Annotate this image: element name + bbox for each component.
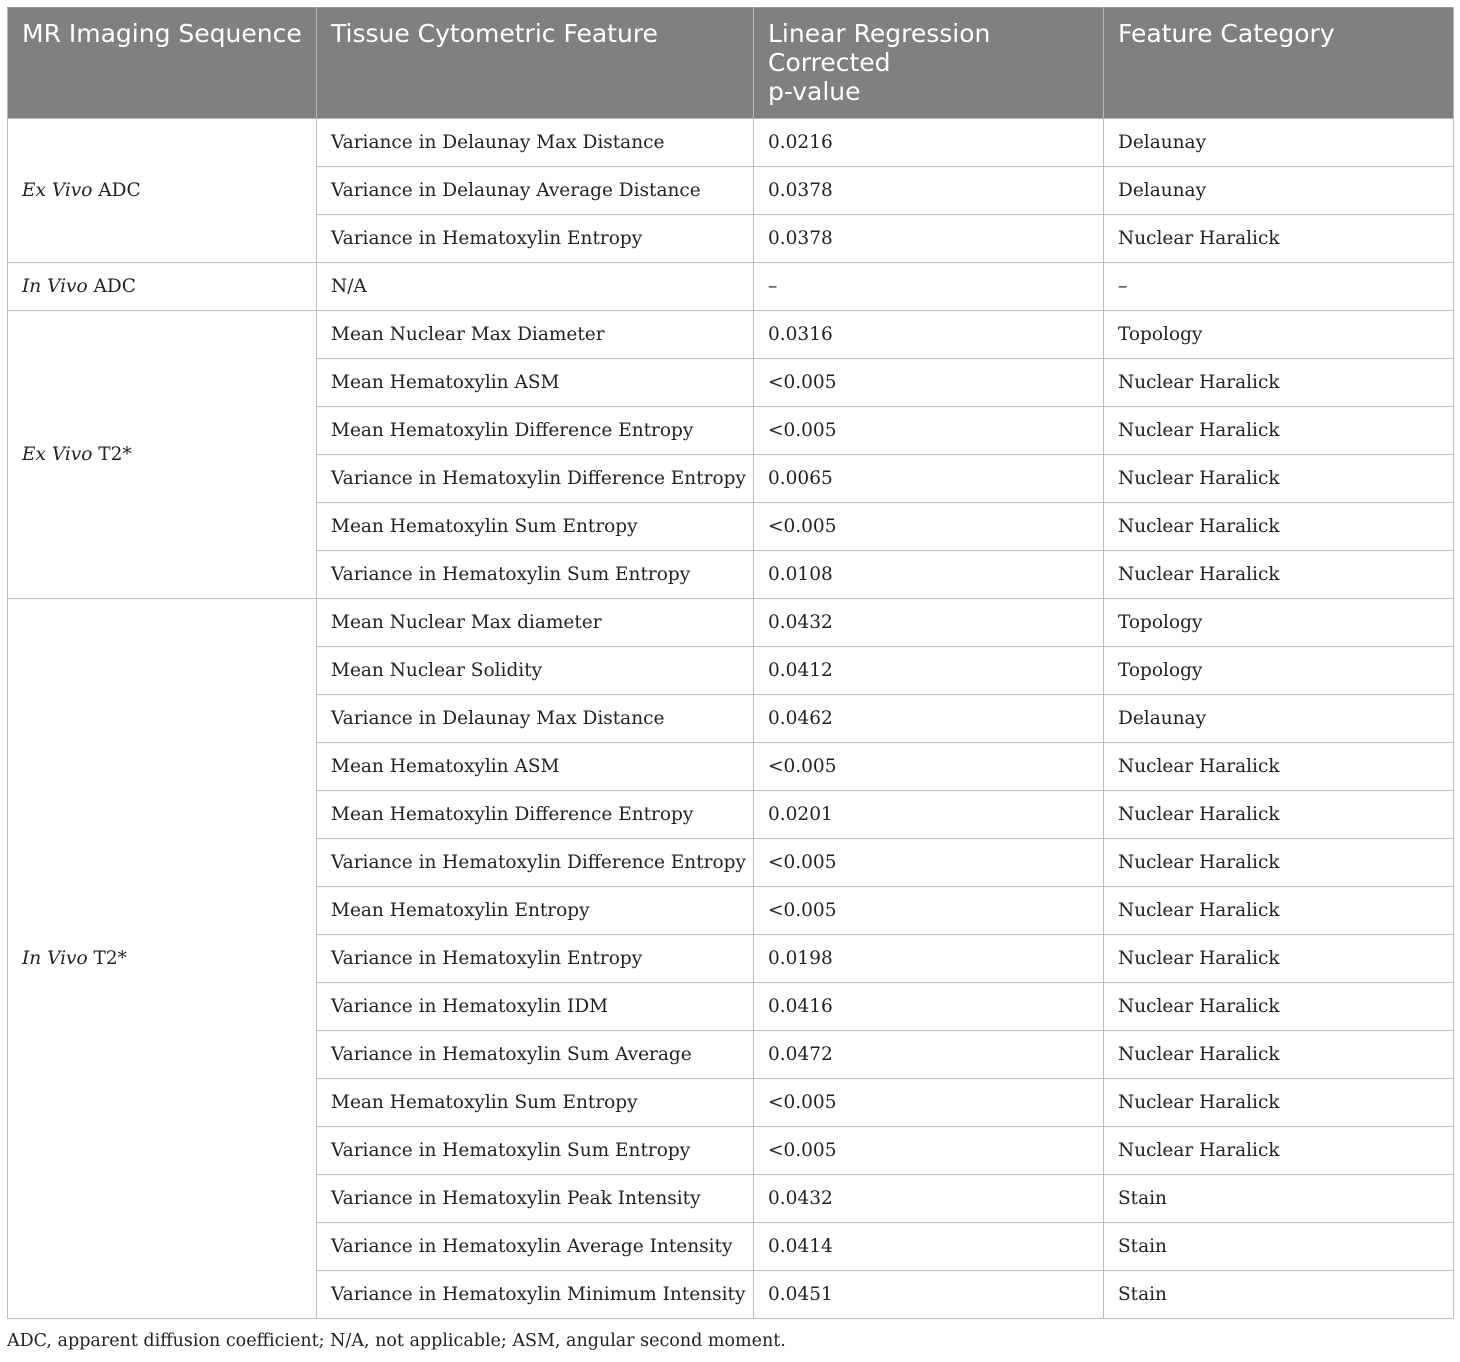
results-table <box>7 7 1454 1319</box>
feature-cell: Variance in Hematoxylin Average Intensity <box>317 1223 754 1271</box>
header-p-value-line1: Linear Regression <box>768 19 991 48</box>
p-value-cell: <0.005 <box>754 1127 1104 1175</box>
feature-cell: Mean Hematoxylin Difference Entropy <box>317 791 754 839</box>
feature-cell: Variance in Hematoxylin IDM <box>317 983 754 1031</box>
header-category: Feature Category <box>1104 8 1454 119</box>
mr-sequence-type: ADC <box>92 180 141 201</box>
table-row <box>8 311 1454 359</box>
mr-sequence-cell <box>8 263 317 311</box>
feature-cell: Mean Hematoxylin ASM <box>317 743 754 791</box>
mr-sequence-condition: Ex Vivo <box>22 444 93 465</box>
feature-cell: Variance in Delaunay Max Distance <box>317 695 754 743</box>
p-value-cell: 0.0472 <box>754 1031 1104 1079</box>
table-container <box>7 7 1453 1319</box>
category-cell: Delaunay <box>1104 695 1454 743</box>
table-body <box>8 119 1454 1319</box>
category-cell: Nuclear Haralick <box>1104 839 1454 887</box>
feature-cell: Variance in Hematoxylin Peak Intensity <box>317 1175 754 1223</box>
mr-sequence-condition: Ex Vivo <box>22 180 93 201</box>
mr-sequence-condition: In Vivo <box>22 948 88 969</box>
category-cell: Nuclear Haralick <box>1104 743 1454 791</box>
feature-cell: Variance in Hematoxylin Entropy <box>317 215 754 263</box>
category-cell: Delaunay <box>1104 167 1454 215</box>
category-cell: Nuclear Haralick <box>1104 455 1454 503</box>
p-value-cell: 0.0462 <box>754 695 1104 743</box>
header-p-value <box>754 8 1104 119</box>
p-value-cell: 0.0451 <box>754 1271 1104 1319</box>
category-cell: Stain <box>1104 1271 1454 1319</box>
p-value-cell: 0.0108 <box>754 551 1104 599</box>
table-row <box>8 599 1454 647</box>
feature-cell: Variance in Hematoxylin Difference Entropy <box>317 839 754 887</box>
feature-cell: Variance in Hematoxylin Entropy <box>317 935 754 983</box>
category-cell: Topology <box>1104 647 1454 695</box>
mr-sequence-cell <box>8 311 317 599</box>
p-value-cell: 0.0432 <box>754 599 1104 647</box>
header-row <box>8 8 1454 119</box>
p-value-cell: <0.005 <box>754 407 1104 455</box>
p-value-cell: 0.0378 <box>754 167 1104 215</box>
p-value-cell: 0.0432 <box>754 1175 1104 1223</box>
category-cell: Nuclear Haralick <box>1104 1079 1454 1127</box>
header-p-value-line2: Corrected <box>768 48 891 77</box>
feature-cell: Mean Hematoxylin Sum Entropy <box>317 1079 754 1127</box>
header-feature: Tissue Cytometric Feature <box>317 8 754 119</box>
p-value-cell: 0.0416 <box>754 983 1104 1031</box>
category-cell: Nuclear Haralick <box>1104 935 1454 983</box>
category-cell: Nuclear Haralick <box>1104 1127 1454 1175</box>
mr-sequence-condition: In Vivo <box>22 276 88 297</box>
table-row <box>8 119 1454 167</box>
p-value-cell: 0.0216 <box>754 119 1104 167</box>
p-value-cell: <0.005 <box>754 743 1104 791</box>
category-cell: Nuclear Haralick <box>1104 503 1454 551</box>
p-value-cell: 0.0065 <box>754 455 1104 503</box>
category-cell: Stain <box>1104 1223 1454 1271</box>
p-value-cell: 0.0412 <box>754 647 1104 695</box>
feature-cell: Variance in Hematoxylin Sum Average <box>317 1031 754 1079</box>
feature-cell: Mean Nuclear Solidity <box>317 647 754 695</box>
mr-sequence-type: T2* <box>87 948 127 969</box>
table-row <box>8 263 1454 311</box>
p-value-cell: <0.005 <box>754 503 1104 551</box>
feature-cell: Variance in Delaunay Max Distance <box>317 119 754 167</box>
feature-cell: Mean Hematoxylin Difference Entropy <box>317 407 754 455</box>
table-footnote: ADC, apparent diffusion coefficient; N/A, not applicable; ASM, angular second moment. <box>7 1331 786 1351</box>
feature-cell: Variance in Hematoxylin Minimum Intensity <box>317 1271 754 1319</box>
feature-cell: Mean Nuclear Max Diameter <box>317 311 754 359</box>
feature-cell: Mean Hematoxylin Sum Entropy <box>317 503 754 551</box>
p-value-cell: – <box>754 263 1104 311</box>
category-cell: Topology <box>1104 311 1454 359</box>
p-value-cell: <0.005 <box>754 1079 1104 1127</box>
mr-sequence-cell <box>8 599 317 1319</box>
p-value-cell: <0.005 <box>754 359 1104 407</box>
p-value-cell: 0.0198 <box>754 935 1104 983</box>
feature-cell: Variance in Hematoxylin Sum Entropy <box>317 1127 754 1175</box>
category-cell: Nuclear Haralick <box>1104 1031 1454 1079</box>
category-cell: Nuclear Haralick <box>1104 791 1454 839</box>
table-header <box>8 8 1454 119</box>
feature-cell: Variance in Delaunay Average Distance <box>317 167 754 215</box>
category-cell: Nuclear Haralick <box>1104 359 1454 407</box>
header-p-value-line3: p-value <box>768 77 861 106</box>
feature-cell: Variance in Hematoxylin Difference Entropy <box>317 455 754 503</box>
p-value-cell: <0.005 <box>754 887 1104 935</box>
mr-sequence-type: T2* <box>92 444 132 465</box>
feature-cell: Mean Nuclear Max diameter <box>317 599 754 647</box>
category-cell: Nuclear Haralick <box>1104 551 1454 599</box>
category-cell: Topology <box>1104 599 1454 647</box>
p-value-cell: <0.005 <box>754 839 1104 887</box>
p-value-cell: 0.0378 <box>754 215 1104 263</box>
feature-cell: Mean Hematoxylin Entropy <box>317 887 754 935</box>
p-value-cell: 0.0316 <box>754 311 1104 359</box>
category-cell: Delaunay <box>1104 119 1454 167</box>
category-cell: Nuclear Haralick <box>1104 887 1454 935</box>
category-cell: Nuclear Haralick <box>1104 407 1454 455</box>
category-cell: Nuclear Haralick <box>1104 983 1454 1031</box>
category-cell: – <box>1104 263 1454 311</box>
category-cell: Nuclear Haralick <box>1104 215 1454 263</box>
p-value-cell: 0.0414 <box>754 1223 1104 1271</box>
mr-sequence-cell <box>8 119 317 263</box>
header-mr-sequence: MR Imaging Sequence <box>8 8 317 119</box>
mr-sequence-type: ADC <box>87 276 136 297</box>
p-value-cell: 0.0201 <box>754 791 1104 839</box>
feature-cell: N/A <box>317 263 754 311</box>
feature-cell: Variance in Hematoxylin Sum Entropy <box>317 551 754 599</box>
feature-cell: Mean Hematoxylin ASM <box>317 359 754 407</box>
category-cell: Stain <box>1104 1175 1454 1223</box>
